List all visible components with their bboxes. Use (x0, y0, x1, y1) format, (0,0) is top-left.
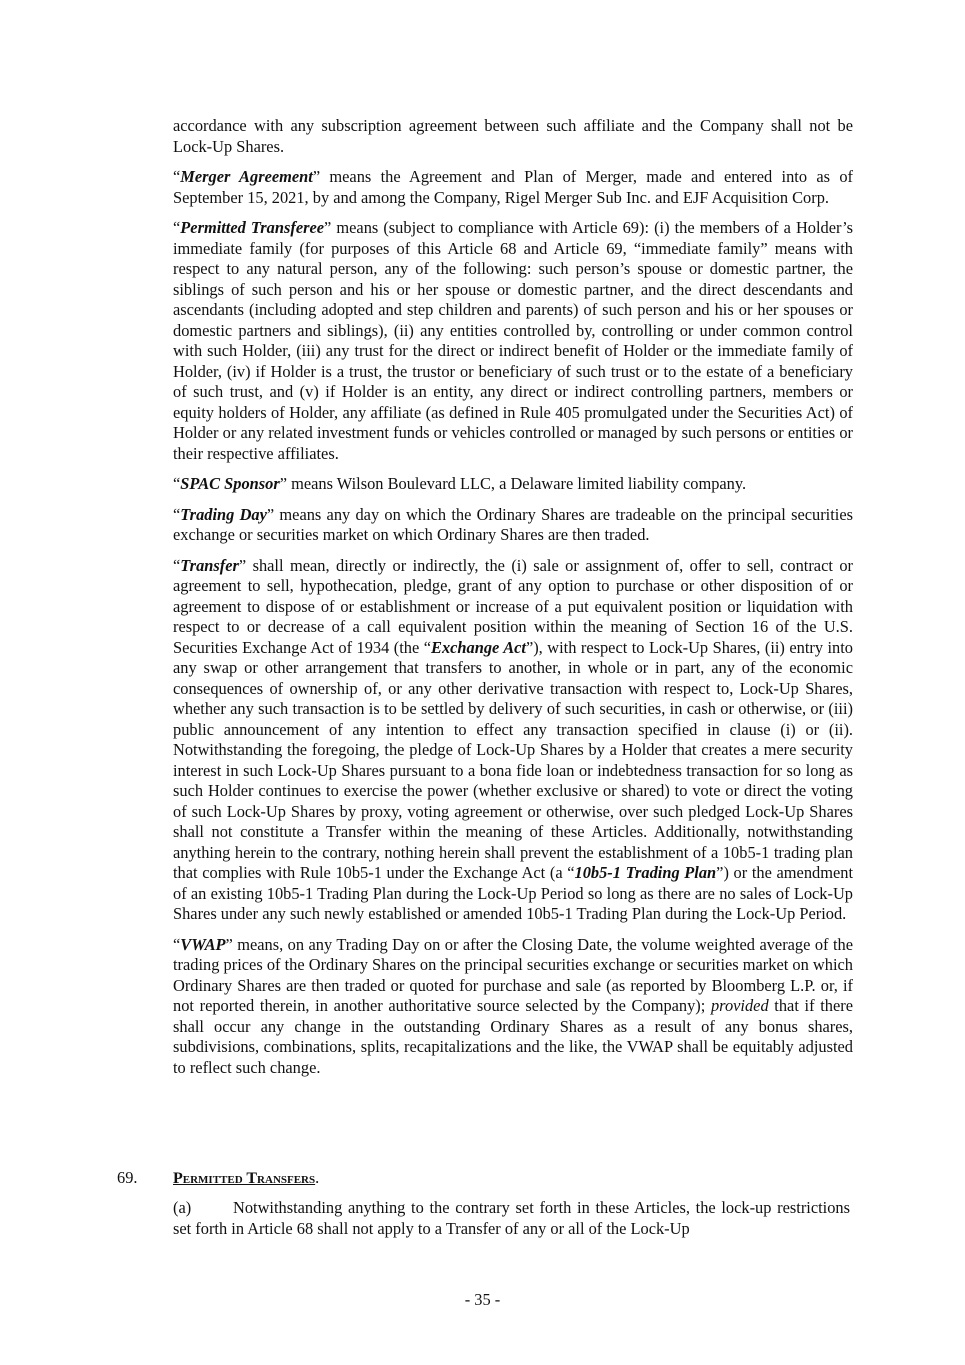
quote-open: “ (173, 167, 181, 186)
definition-text: ” means the Agreement and Plan of Merger, made and entered into as of September 15, 2021, by and among the Company, Rigel Merger Sub Inc. and EJF Acquisition Corp. (173, 167, 853, 207)
defined-term: SPAC Sponsor (180, 474, 280, 493)
definition-trading-day (173, 505, 853, 546)
paragraph-continuation: accordance with any subscription agreement between such affiliate and the Company shall not be Lock-Up Shares. (173, 116, 853, 156)
definition-text: ” means, on any Trading Day on or after the Closing Date, the volume weighted average of the trading prices of the Ordinary Shares on the principal securities exchange or securities market on which Ordinary Shares are then traded or quoted for purchase and sale (as reported by Bloomberg L.P. or, if not reported therein, in another authoritative source selected by the Company); (173, 934, 853, 1015)
definition-text: ”) or the amendment of an existing 10b5-1 Trading Plan during the Lock-Up Period so long as there are no sales of Lock-Up Shares under any such newly established or amended 10b5-1 Trading Plan during the Lock-Up Period. (173, 863, 853, 923)
page-number: - 35 - (464, 1290, 501, 1309)
definition-text: ” means (subject to compliance with Article 69): (i) the members of a Holder’s immediate family (for purposes of this Article 68 and Article 69, “immediate family” means with respect to any natural person, any of the following: such person’s spouse or domestic partner, the siblings of such person and his or her spouse or domestic partner, and the direct descendants and ascendants (including adopted and step children and parents) of such person and his or her spouses or domestic partners and siblings), (ii) any entities controlled by, controlling or under common control with such Holder, (iii) any trust for the direct or indirect benefit of Holder or the immediate family of Holder, (iv) if Holder is a trust, the trustor or beneficiary of such trust or to the estate of a beneficiary of such trust, and (v) if Holder is an entity, any direct or indirect controlling partners, members or equity holders of Holder, any affiliate (as defined in Rule 405 promulgated under the Securities Act) of Holder or any related investment funds or vehicles controlled or managed by such persons or entities or their respective affiliates. (173, 218, 854, 463)
section-heading (117, 1168, 857, 1190)
subsection-label: (a) (173, 1198, 192, 1217)
definition-text: ” means any day on which the Ordinary Shares are tradeable on the principal securities exchange or securities market on which Ordinary Shares are then traded. (173, 504, 853, 544)
definitions-body (173, 116, 853, 1088)
section-title-period: . (315, 1168, 320, 1187)
definition-permitted-transferee (173, 218, 853, 464)
subsection-text: Notwithstanding anything to the contrary set forth in these Articles, the lock-up restrictions set forth in Article 68 shall not apply to a Transfer of any or all of the Lock-Up (173, 1198, 850, 1238)
quote-open: “ (173, 504, 181, 524)
definition-text: ” means Wilson Boulevard LLC, a Delaware limited liability company. (279, 474, 747, 493)
defined-term: Merger Agreement (180, 167, 313, 186)
defined-term-trading-plan: 10b5-1 Trading Plan (574, 863, 717, 882)
definition-text: ”), with respect to Lock-Up Shares, (ii) entry into any swap or other arrangement that transfers to another, in whole or in part, any of the economic consequences of ownership of, or any other derivative transaction with respect to, Lock-Up Shares, whether any such transaction is to be settled by delivery of such securities, in cash or otherwise, or (iii) public announcement of any intention to effect any transaction specified in clause (i) or (ii). Notwithstanding the foregoing, the pledge of Lock-Up Shares by a Holder that creates a mere security interest in such Lock-Up Shares pursuant to a bona fide loan or indebtedness transaction for so long as such Holder continues to exercise the power (whether exclusive or shared) to vote or direct the voting of such Lock-Up Shares by proxy, voting agreement or otherwise, over such pledged Lock-Up Shares shall not constitute a Transfer within the meaning of these Articles. Additionally, notwithstanding anything herein to the contrary, nothing herein shall prevent the establishment of a 10b5-1 trading plan that complies with Rule 10b5-1 under the Exchange Act (a “ (173, 637, 853, 882)
definition-vwap (173, 935, 853, 1079)
defined-term: Trading Day (180, 504, 267, 524)
definition-text: that if there shall occur any change in the outstanding Ordinary Shares as a result of any bonus shares, subdivisions, combinations, splits, recapitalizations and the like, the VWAP shall be equitably adjusted to reflect such change. (173, 996, 853, 1077)
quote-open: “ (173, 474, 181, 493)
definition-text: ” shall mean, directly or indirectly, the (i) sale or assignment of, offer to sell, contract or agreement to sell, hypothecation, pledge, grant of any option to purchase or other disposition of or agreement to dispose of or establishment or increase of a put equivalent position or liquidation with respect to or decrease of a call equivalent position within the meaning of Section 16 of the U.S. Securities Exchange Act of 1934 (the “ (173, 555, 853, 657)
definition-merger-agreement (173, 167, 853, 208)
italic-word: provided (710, 996, 769, 1015)
section-number: 69. (117, 1168, 138, 1187)
quote-open: “ (173, 218, 181, 237)
defined-term: Permitted Transferee (180, 218, 325, 237)
quote-open: “ (173, 555, 181, 575)
defined-term: VWAP (180, 934, 226, 954)
defined-term: Transfer (180, 555, 239, 575)
definition-transfer (173, 556, 853, 925)
subsection-a (173, 1198, 850, 1239)
section-title: Permitted Transfers (173, 1170, 316, 1187)
definition-spac-sponsor (173, 474, 853, 495)
defined-term-exchange-act: Exchange Act (431, 637, 526, 657)
quote-open: “ (173, 934, 181, 954)
